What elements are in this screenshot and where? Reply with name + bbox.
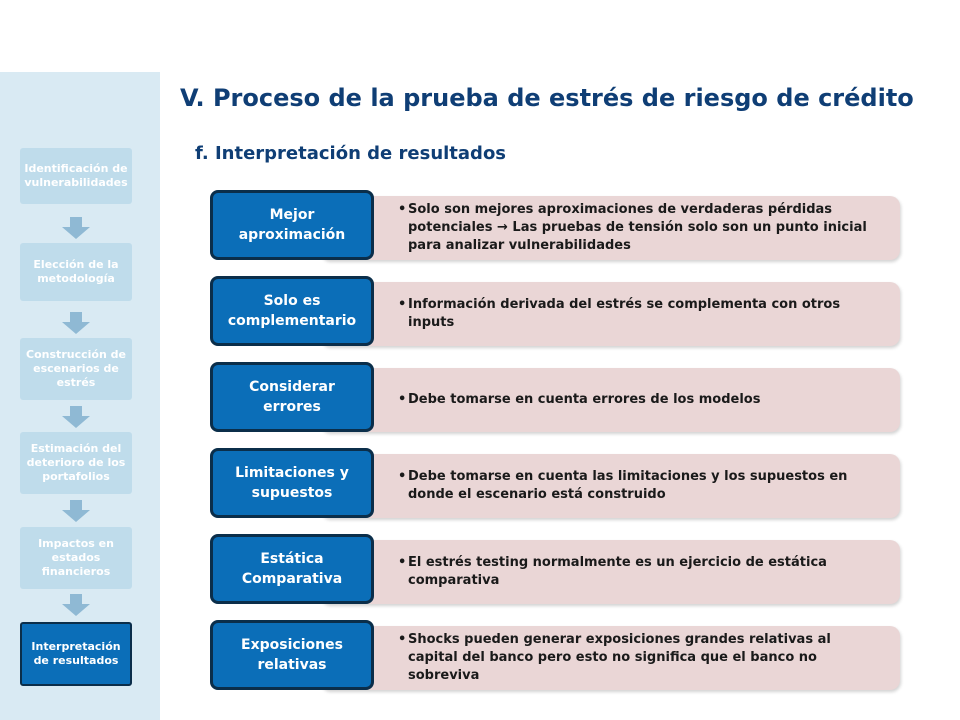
row-solo-es-complementario <box>210 276 904 348</box>
row-exposiciones-relativas <box>210 620 904 692</box>
step-construccion: Construcción de escenarios de estrés <box>20 338 132 400</box>
page-title: V. Proceso de la prueba de estrés de riesgo de crédito <box>180 84 914 112</box>
description-bar <box>320 196 900 260</box>
bullet-text: • Debe tomarse en cuenta las limitaciones y los supuestos en donde el escenario está construido <box>398 468 882 504</box>
bullet-text: • Solo son mejores aproximaciones de verdaderas pérdidas potenciales → Las pruebas de tensión solo son un punto inicial para analizar vulnerabilidades <box>398 201 882 255</box>
step-eleccion: Elección de la metodología <box>20 243 132 301</box>
step-estimacion: Estimación del deterioro de los portafolios <box>20 432 132 494</box>
label-box: Exposiciones relativas <box>210 620 374 690</box>
row-limitaciones-supuestos <box>210 448 904 520</box>
step-identificacion: Identificación de vulnerabilidades <box>20 148 132 204</box>
row-mejor-aproximacion <box>210 190 904 262</box>
description-bar <box>320 368 900 432</box>
label-box: Solo es complementario <box>210 276 374 346</box>
step-interpretacion: Interpretación de resultados <box>20 622 132 686</box>
down-arrow-icon <box>62 500 90 522</box>
down-arrow-icon <box>62 312 90 334</box>
section-subtitle: f. Interpretación de resultados <box>195 143 507 164</box>
row-estatica-comparativa <box>210 534 904 606</box>
bullet-text: • El estrés testing normalmente es un ejercicio de estática comparativa <box>398 554 882 590</box>
down-arrow-icon <box>62 217 90 239</box>
bullet-text: • Shocks pueden generar exposiciones grandes relativas al capital del banco pero esto no significa que el banco no sobreviva <box>398 631 882 685</box>
bullet-text: • Debe tomarse en cuenta errores de los modelos <box>398 391 882 409</box>
label-box: Estática Comparativa <box>210 534 374 604</box>
description-bar <box>320 282 900 346</box>
process-sidebar <box>0 72 160 720</box>
label-box: Limitaciones y supuestos <box>210 448 374 518</box>
down-arrow-icon <box>62 406 90 428</box>
row-considerar-errores <box>210 362 904 434</box>
description-bar <box>320 540 900 604</box>
description-bar <box>320 626 900 690</box>
down-arrow-icon <box>62 594 90 616</box>
step-impactos: Impactos en estados financieros <box>20 527 132 589</box>
bullet-text: • Información derivada del estrés se complementa con otros inputs <box>398 296 882 332</box>
description-bar <box>320 454 900 518</box>
label-box: Mejor aproximación <box>210 190 374 260</box>
label-box: Considerar errores <box>210 362 374 432</box>
